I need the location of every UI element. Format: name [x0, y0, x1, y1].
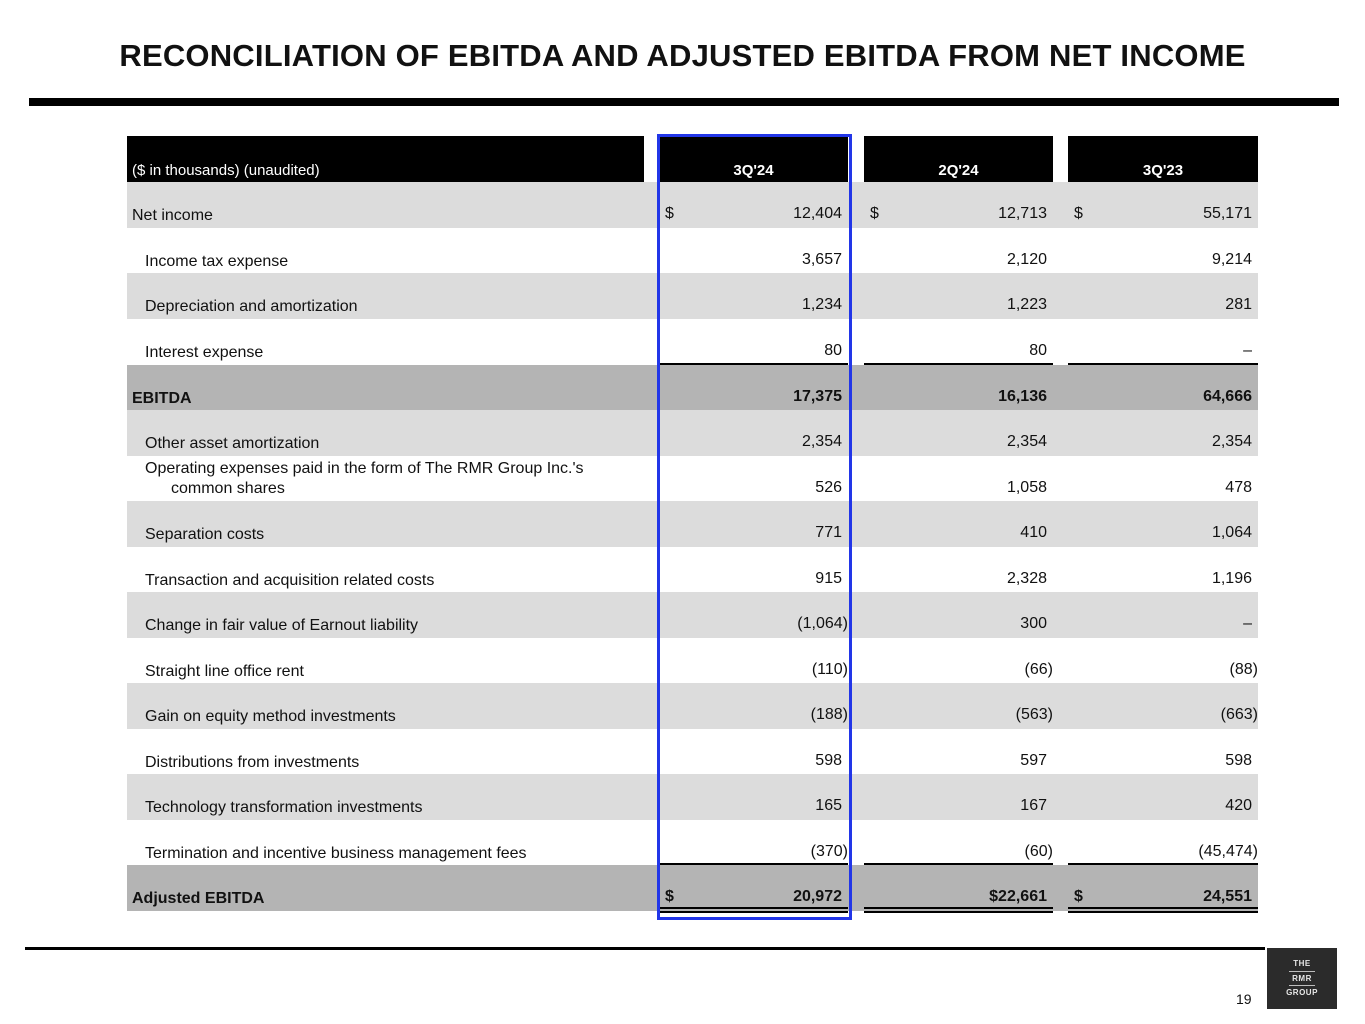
value-cell: 2,328	[1006, 570, 1047, 587]
table-row-net-income	[127, 182, 1258, 228]
row-label: Straight line office rent	[145, 663, 304, 680]
table-row-other-asset-amortization	[127, 410, 1258, 456]
row-label: Operating expenses paid in the form of The RMR Group Inc.'s common shares	[145, 460, 584, 497]
table-row-operating-expenses-shares	[127, 456, 1258, 502]
row-label: EBITDA	[132, 390, 192, 407]
table-row-adjusted-ebitda	[127, 865, 1258, 911]
total-double-underline	[1068, 907, 1258, 909]
table-row-ebitda	[127, 365, 1258, 411]
value-cell: (66)	[1024, 661, 1053, 678]
page-number: 19	[1236, 991, 1252, 1007]
table-row-income-tax-expense	[127, 228, 1258, 274]
table-row-separation-costs	[127, 501, 1258, 547]
value-cell: (370)	[810, 843, 848, 860]
total-double-underline	[864, 911, 1053, 913]
row-label: Technology transformation investments	[145, 799, 423, 816]
footer-divider	[25, 947, 1265, 950]
value-cell: 281	[1225, 296, 1252, 313]
value-cell: 771	[815, 524, 842, 541]
rmr-group-logo: THE RMR GROUP	[1267, 948, 1337, 1009]
row-label: Separation costs	[145, 526, 265, 543]
value-cell: $22,661	[989, 888, 1047, 905]
value-cell: $ 12,713	[870, 205, 1047, 222]
column-header-2q24: 2Q'24	[864, 136, 1053, 182]
table-row-termination-fees	[127, 820, 1258, 866]
value-cell: 410	[1020, 524, 1047, 541]
total-double-underline	[659, 911, 848, 913]
value-cell: 1,234	[801, 296, 842, 313]
value-cell: 2,354	[1006, 433, 1047, 450]
value-cell: (188)	[810, 706, 848, 723]
value-cell: 526	[815, 479, 842, 496]
table-row-straight-line-rent	[127, 638, 1258, 684]
value-cell: 64,666	[1203, 388, 1252, 405]
row-label: Adjusted EBITDA	[132, 890, 265, 907]
row-label: Gain on equity method investments	[145, 708, 396, 725]
total-double-underline	[1068, 911, 1258, 913]
page-title: RECONCILIATION OF EBITDA AND ADJUSTED EBITDA FROM NET INCOME	[119, 38, 1246, 73]
column-header-3q24: 3Q'24	[659, 136, 848, 182]
value-cell: –	[1243, 342, 1252, 359]
value-cell: 9,214	[1211, 251, 1252, 268]
table-row-distributions	[127, 729, 1258, 775]
value-cell: (110)	[811, 661, 848, 678]
row-label: Net income	[132, 207, 213, 224]
value-cell: 80	[824, 342, 842, 359]
value-cell: 16,136	[998, 388, 1047, 405]
row-label: Depreciation and amortization	[145, 298, 358, 315]
table-row-technology-investments	[127, 774, 1258, 820]
table-row-earnout-liability	[127, 592, 1258, 638]
value-cell: 300	[1020, 615, 1047, 632]
value-cell: $ 20,972	[665, 888, 842, 905]
table-row-transaction-costs	[127, 547, 1258, 593]
value-cell: 2,120	[1006, 251, 1047, 268]
value-cell: (45,474)	[1198, 843, 1258, 860]
value-cell: 915	[815, 570, 842, 587]
value-cell: 2,354	[1211, 433, 1252, 450]
value-cell: 1,196	[1211, 570, 1252, 587]
value-cell: 1,223	[1006, 296, 1047, 313]
row-label: Distributions from investments	[145, 754, 360, 771]
value-cell: (88)	[1229, 661, 1258, 678]
value-cell: 478	[1225, 479, 1252, 496]
row-label: Other asset amortization	[145, 435, 320, 452]
column-header-3q23: 3Q'23	[1068, 136, 1258, 182]
value-cell: (563)	[1015, 706, 1053, 723]
value-cell: (663)	[1220, 706, 1258, 723]
value-cell: 3,657	[801, 251, 842, 268]
value-cell: 167	[1020, 797, 1047, 814]
value-cell: (60)	[1024, 843, 1053, 860]
value-cell: 598	[1225, 752, 1252, 769]
value-cell: 2,354	[801, 433, 842, 450]
value-cell: 598	[815, 752, 842, 769]
row-label: Change in fair value of Earnout liability	[145, 617, 419, 634]
value-cell: 420	[1225, 797, 1252, 814]
total-double-underline	[659, 907, 848, 909]
value-cell: (1,064)	[797, 615, 848, 632]
total-double-underline	[864, 907, 1053, 909]
value-cell: $ 55,171	[1074, 205, 1252, 222]
table-row-interest-expense	[127, 319, 1258, 365]
value-cell: 80	[1029, 342, 1047, 359]
value-cell: $ 12,404	[665, 205, 842, 222]
row-label: Termination and incentive business management fees	[145, 845, 527, 862]
row-label: Interest expense	[145, 344, 264, 361]
table-row-equity-method-gain	[127, 683, 1258, 729]
table-row-depreciation	[127, 273, 1258, 319]
row-label: Income tax expense	[145, 253, 289, 270]
value-cell: –	[1243, 615, 1252, 632]
value-cell: $ 24,551	[1074, 888, 1252, 905]
value-cell: 597	[1020, 752, 1047, 769]
value-cell: 17,375	[793, 388, 842, 405]
table-header-label: ($ in thousands) (unaudited)	[132, 162, 320, 179]
value-cell: 165	[815, 797, 842, 814]
value-cell: 1,058	[1006, 479, 1047, 496]
value-cell: 1,064	[1211, 524, 1252, 541]
row-label: Transaction and acquisition related costs	[145, 572, 435, 589]
table-header-label-cell	[127, 136, 644, 182]
title-divider	[29, 98, 1339, 106]
